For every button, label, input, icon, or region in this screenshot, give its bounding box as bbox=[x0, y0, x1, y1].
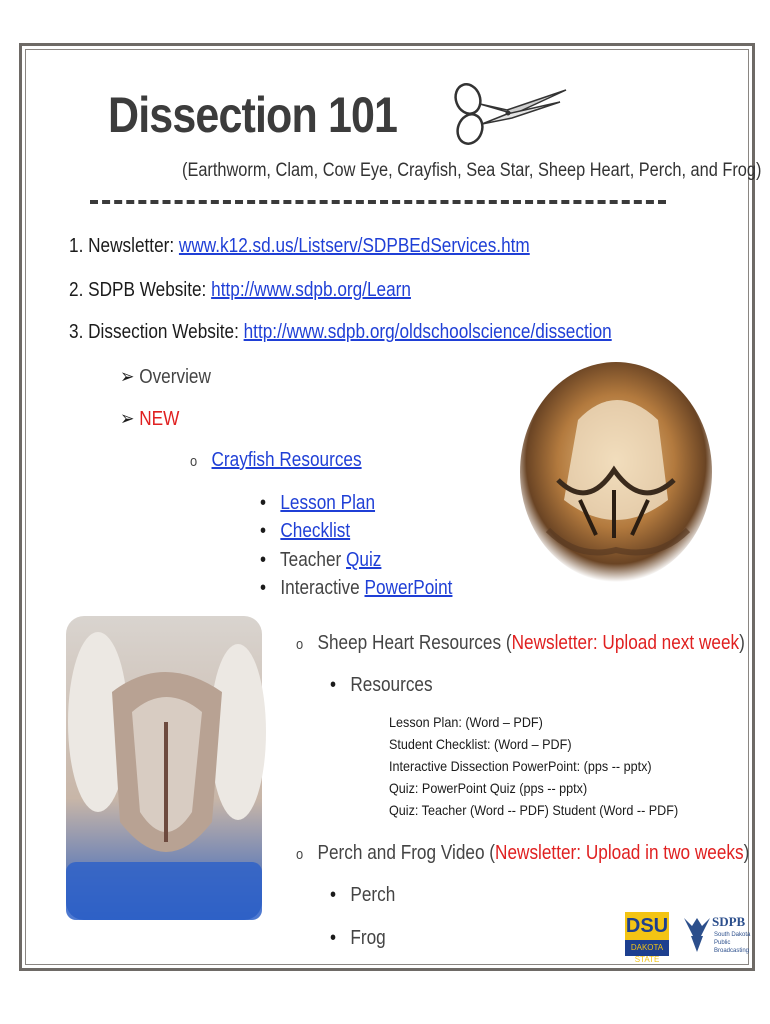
crayfish-quiz-item bbox=[260, 549, 381, 572]
dissection-website-label: 3. Dissection Website: bbox=[69, 321, 244, 343]
dashed-divider bbox=[90, 200, 666, 204]
sdpb-bird-icon bbox=[682, 914, 712, 954]
scissors-icon bbox=[452, 80, 572, 150]
arrow-bullet-icon: ➢ bbox=[120, 366, 135, 388]
sdpb-website-link[interactable]: http://www.sdpb.org/Learn bbox=[211, 279, 411, 301]
detail-student-checklist: Student Checklist: (Word – PDF) bbox=[389, 736, 572, 752]
dot-bullet-icon: • bbox=[260, 577, 267, 599]
dot-bullet-icon: • bbox=[330, 674, 337, 696]
sdpb-website-item bbox=[69, 279, 411, 302]
interactive-label: Interactive bbox=[280, 577, 365, 599]
circle-bullet-icon: o bbox=[296, 846, 304, 863]
crayfish-powerpoint-item bbox=[260, 577, 452, 600]
dissection-website-link[interactable]: http://www.sdpb.org/oldschoolscience/dissection bbox=[243, 321, 612, 343]
new-label: NEW bbox=[139, 408, 180, 430]
sheep-heart-details bbox=[389, 711, 678, 821]
sdpb-logo-subtext-line1: South Dakota bbox=[714, 932, 751, 938]
sdpb-website-label: 2. SDPB Website: bbox=[69, 279, 212, 301]
sheep-heart-close-paren: ) bbox=[739, 632, 745, 654]
dot-bullet-icon: • bbox=[260, 492, 267, 514]
arrow-bullet-icon: ➢ bbox=[120, 408, 135, 430]
crayfish-lesson-plan-item bbox=[260, 492, 375, 515]
perch-frog-heading: Perch and Frog Video ( bbox=[317, 842, 496, 864]
overview-item bbox=[120, 364, 211, 389]
dsu-logo-subtext: DAKOTA STATE bbox=[630, 943, 664, 964]
frog-item bbox=[330, 927, 386, 950]
dot-bullet-icon: • bbox=[260, 520, 267, 542]
sheep-heart-item bbox=[296, 632, 745, 655]
checklist-link[interactable]: Checklist bbox=[280, 520, 351, 542]
page-subtitle: (Earthworm, Clam, Cow Eye, Crayfish, Sea Star, Sheep Heart, Perch, and Frog) bbox=[182, 160, 762, 181]
detail-lesson-plan: Lesson Plan: (Word – PDF) bbox=[389, 714, 543, 730]
dsu-logo bbox=[625, 912, 669, 964]
resources-label: Resources bbox=[350, 674, 433, 696]
page-title: Dissection 101 bbox=[108, 87, 398, 143]
dsu-logo-text: DSU bbox=[625, 912, 669, 940]
detail-interactive-powerpoint: Interactive Dissection PowerPoint: (pps -- pptx) bbox=[389, 758, 652, 774]
detail-powerpoint-quiz: Quiz: PowerPoint Quiz (pps -- pptx) bbox=[389, 780, 588, 796]
perch-frog-newsletter-note: Newsletter: Upload in two weeks bbox=[495, 842, 744, 864]
newsletter-label: 1. Newsletter: bbox=[69, 235, 179, 257]
crayfish-item bbox=[190, 449, 362, 472]
circle-bullet-icon: o bbox=[296, 636, 304, 653]
teacher-label: Teacher bbox=[280, 549, 347, 571]
new-item bbox=[120, 406, 179, 431]
crayfish-checklist-item bbox=[260, 520, 350, 543]
crayfish-photo bbox=[518, 360, 714, 585]
sheep-heart-photo bbox=[62, 612, 266, 924]
perch-frog-close-paren: ) bbox=[743, 842, 750, 864]
frog-label: Frog bbox=[350, 927, 386, 949]
perch-frog-item bbox=[296, 842, 749, 865]
dot-bullet-icon: • bbox=[260, 549, 267, 571]
sdpb-logo-text: SDPB bbox=[712, 914, 746, 929]
sdpb-logo-subtext bbox=[714, 931, 752, 955]
dissection-website-item bbox=[69, 321, 612, 344]
circle-bullet-icon: o bbox=[190, 453, 198, 470]
sheep-heart-heading: Sheep Heart Resources ( bbox=[317, 632, 512, 654]
overview-label: Overview bbox=[139, 366, 211, 388]
crayfish-resources-link[interactable]: Crayfish Resources bbox=[211, 449, 362, 471]
dot-bullet-icon: • bbox=[330, 927, 337, 949]
powerpoint-link[interactable]: PowerPoint bbox=[364, 577, 453, 599]
newsletter-link[interactable]: www.k12.sd.us/Listserv/SDPBEdServices.htm bbox=[178, 235, 530, 257]
sheep-heart-newsletter-note: Newsletter: Upload next week bbox=[511, 632, 740, 654]
quiz-link[interactable]: Quiz bbox=[346, 549, 382, 571]
dot-bullet-icon: • bbox=[330, 884, 337, 906]
sheep-heart-resources-item bbox=[330, 674, 433, 697]
detail-teacher-student-quiz: Quiz: Teacher (Word -- PDF) Student (Word -- PDF) bbox=[389, 802, 679, 818]
perch-item bbox=[330, 884, 395, 907]
sdpb-logo-subtext-line2: Public Broadcasting bbox=[714, 940, 750, 954]
newsletter-item bbox=[69, 235, 530, 258]
sdpb-logo bbox=[682, 914, 752, 956]
lesson-plan-link[interactable]: Lesson Plan bbox=[280, 492, 376, 514]
perch-label: Perch bbox=[350, 884, 396, 906]
